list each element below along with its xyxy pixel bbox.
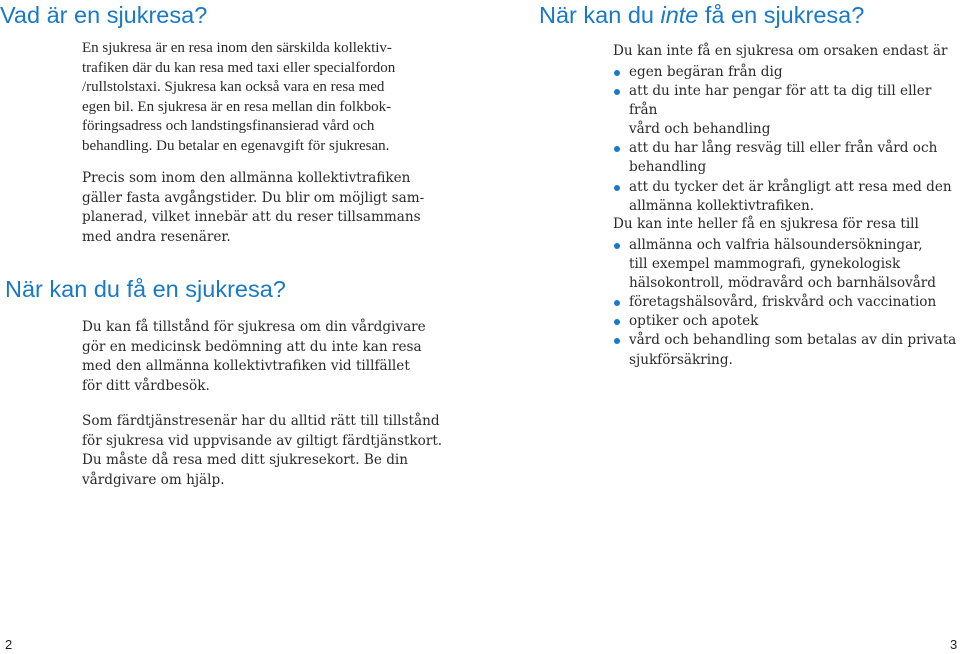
heading-emphasis-inte: inte: [660, 2, 699, 28]
list-item-line: behandling: [629, 159, 707, 176]
bullet-icon: [614, 146, 620, 152]
text-line: föringsadress och landstingsfinansierad vård och: [82, 118, 375, 135]
text-line: för sjukresa vid uppvisande av giltigt färdtjänstkort.: [82, 432, 443, 449]
text-line: planerad, vilket innebär att du reser tillsammans: [82, 209, 421, 226]
text-line: gör en medicinsk bedömning att du inte kan resa: [82, 338, 422, 355]
bullet-icon: [614, 243, 620, 249]
bullet-icon: [614, 185, 620, 191]
list-item: [613, 82, 960, 139]
bullet-icon: [614, 319, 620, 325]
bullet-icon: [614, 89, 620, 95]
list-item: [613, 63, 960, 82]
list-item: [613, 293, 956, 312]
list-item-line: att du har lång resväg till eller från vård och: [629, 140, 938, 157]
text-line: med den allmänna kollektivtrafiken vid tillfället: [82, 358, 410, 375]
bullet-icon: [614, 338, 620, 344]
text-line: gäller fasta avgångstider. Du blir om möjligt sam-: [82, 189, 425, 206]
text-line: Du kan få tillstånd för sjukresa om din vårdgivare: [82, 319, 426, 335]
bullet-icon: [614, 300, 620, 306]
page-number-left: 2: [5, 637, 13, 652]
list-item-line: allmänna och valfria hälsoundersökningar,: [629, 237, 923, 253]
text-line: /rullstolstaxi. Sjukresa kan också vara en resa med: [82, 79, 385, 96]
list-item-line: att du tycker det är krångligt att resa med den: [629, 178, 952, 195]
text-line: trafiken där du kan resa med taxi eller specialfordon: [82, 59, 396, 76]
list-item-line: egen begäran från dig: [629, 64, 783, 80]
paragraph-fixed-departures: [82, 169, 424, 247]
bullet-icon: [614, 70, 620, 76]
list-item-line: till exempel mammografi, gynekologisk: [629, 256, 901, 273]
text-line: En sjukresa är en resa inom den särskilda kollektiv-: [82, 40, 392, 56]
list-item: [613, 139, 960, 177]
list-item-line: allmänna kollektivtrafiken.: [629, 197, 815, 214]
heading-nar-kan-du-fa: När kan du få en sjukresa?: [5, 276, 286, 302]
page-number-right: 3: [950, 637, 958, 652]
list-item-line: sjukförsäkring.: [629, 351, 733, 368]
heading-part-pre: När kan du: [539, 2, 661, 28]
text-line: behandling. Du betalar en egenavgift för sjukresan.: [82, 137, 390, 154]
list-item-line: företagshälsovård, friskvård och vaccination: [629, 294, 937, 311]
intro-cannot-get: Du kan inte få en sjukresa om orsaken endast är: [613, 43, 948, 59]
list-item-line: vård och behandling som betalas av din privata: [629, 332, 957, 349]
text-line: Som färdtjänstresenär har du alltid rätt till tillstånd: [82, 413, 440, 429]
heading-nar-kan-du-inte-fa: [539, 4, 864, 28]
text-line: egen bil. En sjukresa är en resa mellan din folkbok-: [82, 98, 392, 115]
text-line: Precis som inom den allmänna kollektivtrafiken: [82, 170, 411, 186]
list-destinations: [613, 236, 956, 370]
text-line: med andra resenärer.: [82, 228, 231, 245]
intro-cannot-either: Du kan inte heller få en sjukresa för resa till: [613, 216, 919, 232]
text-line: för ditt vårdbesök.: [82, 377, 210, 394]
text-line: vårdgivare om hjälp.: [82, 471, 225, 488]
list-item: [613, 178, 960, 216]
list-item-line: hälsokontroll, mödravård och barnhälsovård: [629, 275, 936, 292]
paragraph-definition: [82, 39, 395, 157]
list-item: [613, 236, 956, 293]
list-item: [613, 331, 956, 369]
text-line: Du måste då resa med ditt sjukresekort. Be din: [82, 452, 409, 469]
list-reasons: [613, 63, 960, 216]
heading-part-post: få en sjukresa?: [698, 2, 865, 28]
paragraph-permission: [82, 318, 426, 396]
list-item-line: vård och behandling: [629, 121, 771, 138]
list-item-line: att du inte har pengar för att ta dig till eller från: [629, 83, 932, 119]
heading-vad-ar-en-sjukresa: Vad är en sjukresa?: [0, 2, 208, 28]
list-item-line: optiker och apotek: [629, 313, 759, 330]
list-item: [613, 312, 956, 331]
paragraph-fardtjanst: [82, 412, 442, 490]
